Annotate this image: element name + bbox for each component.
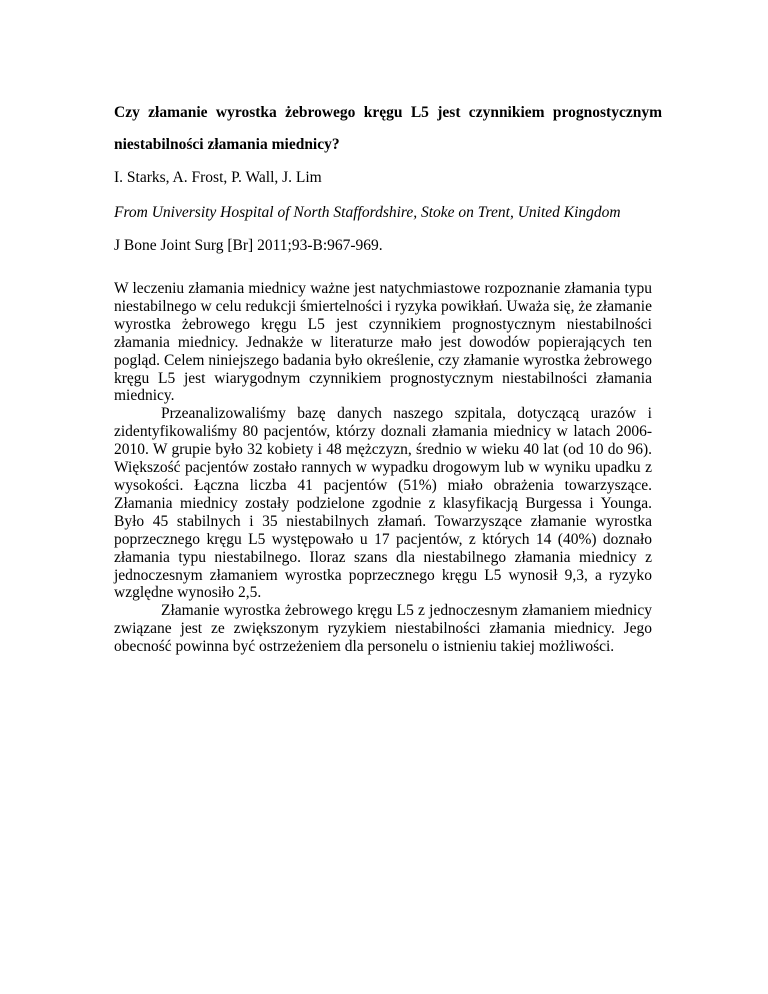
authors-line: I. Starks, A. Frost, P. Wall, J. Lim	[114, 169, 322, 186]
document-title: Czy złamanie wyrostka żebrowego kręgu L5 jest czynnikiem prognostycznym niestabilności złamania miednicy?	[114, 104, 662, 153]
affiliation-line: From University Hospital of North Staffordshire, Stoke on Trent, United Kingdom	[114, 204, 621, 221]
abstract-paragraph-intro: W leczeniu złamania miednicy ważne jest natychmiastowe rozpoznanie złamania typu niestabilnego w celu redukcji śmiertelności i ryzyka powikłań. Uważa się, że złamanie wyrostka żebrowego kręgu L5 jest czynnikiem prognostycznym niestabilności złamania miednicy. Jednakże w literaturze mało jest dowodów popierających ten pogląd. Celem niniejszego badania było określenie, czy złamanie wyrostka żebrowego kręgu L5 jest wiarygodnym czynnikiem prognostycznym niestabilności złamania miednicy.	[114, 280, 652, 405]
abstract-paragraph-methods: Przeanalizowaliśmy bazę danych naszego szpitala, dotyczącą urazów i zidentyfikowaliśmy 80 pacjentów, którzy doznali złamania miednicy w latach 2006-2010. W grupie było 32 kobiety i 48 mężczyzn, średnio w wieku 40 lat (od 10 do 96). Większość pacjentów zostało rannych w wypadku drogowym lub w wyniku upadku z wysokości. Łączna liczba 41 pacjentów (51%) miało obrażenia towarzyszące. Złamania miednicy zostały podzielone zgodnie z klasyfikacją Burgessa i Younga. Było 45 stabilnych i 35 niestabilnych złamań. Towarzyszące złamanie wyrostka poprzecznego kręgu L5 występowało u 17 pacjentów, z których 14 (40%) doznało złamania typu niestabilnego. Iloraz szans dla niestabilnego złamania miednicy z jednoczesnym złamaniem wyrostka poprzecznego kręgu L5 wynosił 9,3, a ryzyko względne wynosiło 2,5.	[114, 405, 652, 602]
abstract-paragraph-conclusion: Złamanie wyrostka żebrowego kręgu L5 z jednoczesnym złamaniem miednicy związane jest ze zwiększonym ryzykiem niestabilności złamania miednicy. Jego obecność powinna być ostrzeżeniem dla personelu o istnieniu takiej możliwości.	[114, 602, 652, 656]
abstract-body	[114, 280, 652, 656]
citation-line: J Bone Joint Surg [Br] 2011;93-B:967-969.	[114, 237, 383, 254]
